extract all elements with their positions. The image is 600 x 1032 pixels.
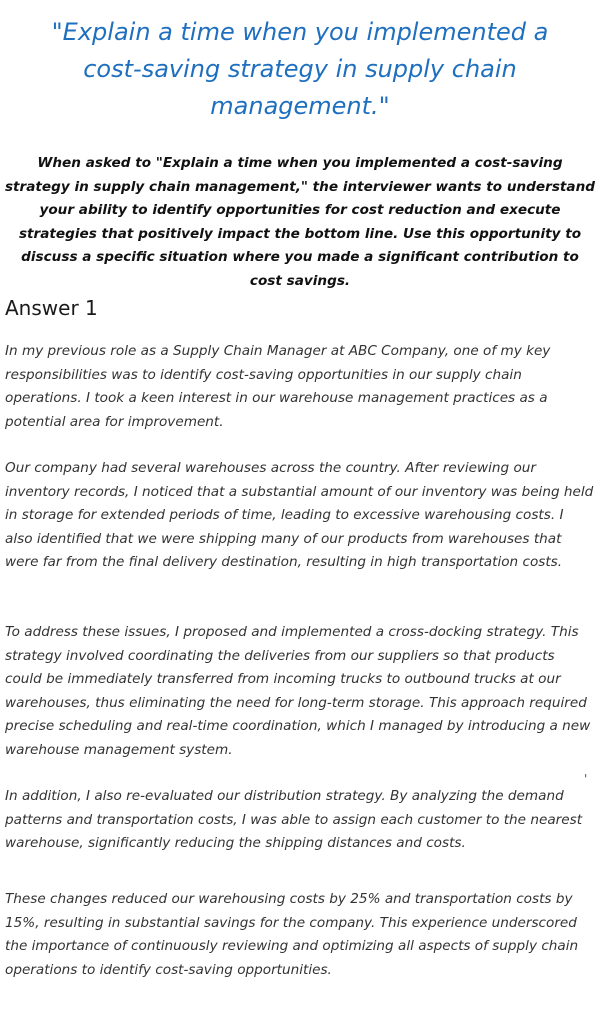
answer-paragraph-4: In addition, I also re-evaluated our distribution strategy. By analyzing the demand patterns and transportation costs, I was able to assign each customer to the nearest warehouse, significantly reducing the shipping distances and costs. (5, 788, 583, 851)
answer-heading: Answer 1 (5, 296, 98, 320)
answer-paragraph-1: In my previous role as a Supply Chain Manager at ABC Company, one of my key responsibilities was to identify cost-saving opportunities in our supply chain operations. I took a keen interest in our warehouse management practices as a potential area for improvement. (5, 343, 551, 430)
answer-paragraph-3: To address these issues, I proposed and implemented a cross-docking strategy. This strategy involved coordinating the deliveries from our suppliers so that products could be immediately transferred from incoming trucks to outbound trucks at our warehouses, thus eliminating the need for long-term storage. This approach required precise scheduling and real-time coordination, which I managed by introducing a new warehouse management system. (5, 624, 591, 758)
stray-mark: ' (584, 772, 588, 786)
intro-paragraph: When asked to "Explain a time when you implemented a cost-saving strategy in supply chain management," the interviewer wants to understand your ability to identify opportunities for cost reduction and execute strategies that positively impact the bottom line. Use this opportunity to discuss a specific situation where you made a significant contribution to cost savings. (4, 155, 596, 289)
question-title: "Explain a time when you implemented a cost-saving strategy in supply chain management." (51, 18, 549, 120)
answer-paragraph-2: Our company had several warehouses across the country. After reviewing our inventory records, I noticed that a substantial amount of our inventory was being held in storage for extended periods of time, leading to excessive warehousing costs. I also identified that we were shipping many of our products from warehouses that were far from the final delivery destination, resulting in high transportation costs. (5, 460, 594, 570)
answer-paragraph-5: These changes reduced our warehousing costs by 25% and transportation costs by 15%, resulting in substantial savings for the company. This experience underscored the importance of continuously reviewing and optimizing all aspects of supply chain operations to identify cost-saving opportunities. (5, 891, 579, 978)
